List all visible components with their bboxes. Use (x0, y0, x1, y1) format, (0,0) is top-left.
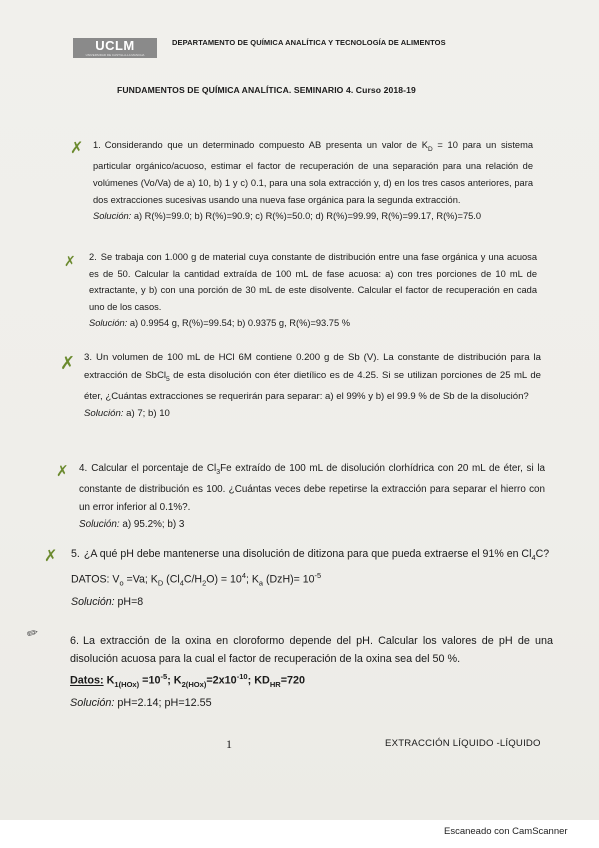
solution-text: a) 7; b) 10 (123, 408, 170, 420)
solution-text: a) 95.2%; b) 3 (119, 519, 185, 531)
exercise-subscript: 4 (531, 553, 536, 563)
solution-label: Solución: (84, 408, 124, 420)
solution-label: Solución: (71, 595, 115, 608)
logo-subtitle: UNIVERSIDAD DE CASTILLA-LA MANCHA (85, 53, 145, 57)
exercise-subscript: D (427, 145, 433, 153)
solution-label: Solución: (93, 211, 132, 222)
solution-label: Solución: (79, 519, 120, 531)
page-number: 1 (226, 737, 232, 751)
uclm-logo (73, 38, 157, 58)
exercise-5 (71, 545, 551, 611)
logo-text: UCLM (95, 38, 135, 53)
exercise-3 (84, 349, 541, 423)
exercise-number: 1. (93, 140, 101, 150)
check-mark-icon: ✗ (60, 353, 76, 374)
exercise-text: ¿A qué pH debe mantenerse una disolución de ditizona para que pueda extraerse el 91% en Cl (83, 548, 532, 560)
exercise-6 (70, 632, 553, 712)
exercise-text: de esta disolución con éter dietílico es de 4.25. Si se utilizan porciones de 25 mL de éter, ¿Cuántas extracciones se requerirán para separar: a) el 99% y b) el 99.9 % de Sb de la disolución? (84, 369, 541, 402)
solution-text: a) R(%)=99.0; b) R(%)=90.9; c) R(%)=50.0; d) R(%)=99.99, R(%)=99.17, R(%)=75.0 (131, 211, 482, 222)
exercise-1 (93, 137, 533, 225)
exercise-2 (89, 249, 537, 332)
check-mark-icon: ✗ (56, 462, 69, 480)
section-footer: EXTRACCIÓN LÍQUIDO -LÍQUIDO (385, 738, 541, 749)
solution-label: Solución: (70, 696, 115, 709)
exercise-number: 5. (71, 548, 80, 560)
exercise-subscript: 5 (166, 375, 170, 383)
handwritten-note-icon: ✎ (24, 625, 43, 642)
exercise-text: Fe extraído de 100 mL de disolución clorhídrica con 20 mL de éter, si la constante de distribución es 100. ¿Cuántas veces debe repetirse la extracción para separar el hierro con un error inferior al 0.1%?. (79, 463, 546, 513)
exercise-number: 2. (89, 252, 97, 262)
check-mark-icon: ✗ (44, 546, 58, 565)
solution-label: Solución: (89, 318, 128, 329)
solution-text: pH=8 (114, 595, 144, 608)
solution-text: a) 0.9954 g, R(%)=99.54; b) 0.9375 g, R(%)=93.75 % (127, 318, 350, 329)
exercise-text: Calcular el porcentaje de Cl (91, 463, 217, 474)
exercise-text: C? (535, 548, 550, 560)
exercise-text: Un volumen de 100 mL de HCl 6M contiene 0.200 g de Sb (V). La constante de distribución para la extracción de SbCl (84, 352, 541, 381)
exercise-text: La extracción de la oxina en cloroformo depende del pH. Calcular los valores de pH de una disolución acuosa para la cual el factor de recuperación de la oxina sea del 50 %. (70, 635, 553, 665)
exercise-4 (79, 460, 545, 534)
exercise-text: Se trabaja con 1.000 g de material cuya constante de distribución entre una fase orgánica y una acuosa es de 50. Calcular la cantidad extraída de 100 mL de fase acuosa: a) con tres porciones de 10 mL de extractante, y b) con una porción de 30 mL de este disolvente. Calcular el factor de recuperación en cada uno de los casos. (89, 252, 537, 312)
solution-text: pH=2.14; pH=12.55 (114, 696, 212, 709)
exercise-subscript: 3 (216, 468, 221, 476)
exercise-number: 3. (84, 352, 93, 363)
exercise-text: = 10 para un sistema particular orgánico/acuoso, estimar el factor de recuperación de una separación para una relación de volúmenes (Vo/Va) de a) 10, b) 1 y c) 0.1, para una sola extracción y, d) en los tres casos anteriores, para dos extracciones sucesivas usando una nueva fase orgánica para la segunda extracción. (93, 140, 533, 205)
exercise-number: 4. (79, 463, 88, 474)
data-line: DATOS: $V_o =Va$; $K_D$ $(Cl_4C/H_2O) = 10^4$; $K_a$ $(DzH)= 10^{-5}$ (71, 571, 322, 588)
data-line: Datos: $K_{1(HOx)} =10^{-5}$; $K_{2(HOx)}=2x10^{-10}$; $KD_{HR}=720$ (70, 672, 306, 689)
exercise-number: 6. (70, 635, 80, 647)
check-mark-icon: ✗ (64, 254, 76, 270)
scanner-watermark: Escaneado con CamScanner (444, 826, 568, 837)
page-title: FUNDAMENTOS DE QUÍMICA ANALÍTICA. SEMINARIO 4. Curso 2018-19 (117, 85, 416, 95)
department-name: DEPARTAMENTO DE QUÍMICA ANALÍTICA Y TECNOLOGÍA DE ALIMENTOS (172, 38, 446, 47)
check-mark-icon: ✗ (70, 138, 84, 157)
exercise-text: Considerando que un determinado compuesto AB presenta un valor de K (104, 140, 428, 150)
